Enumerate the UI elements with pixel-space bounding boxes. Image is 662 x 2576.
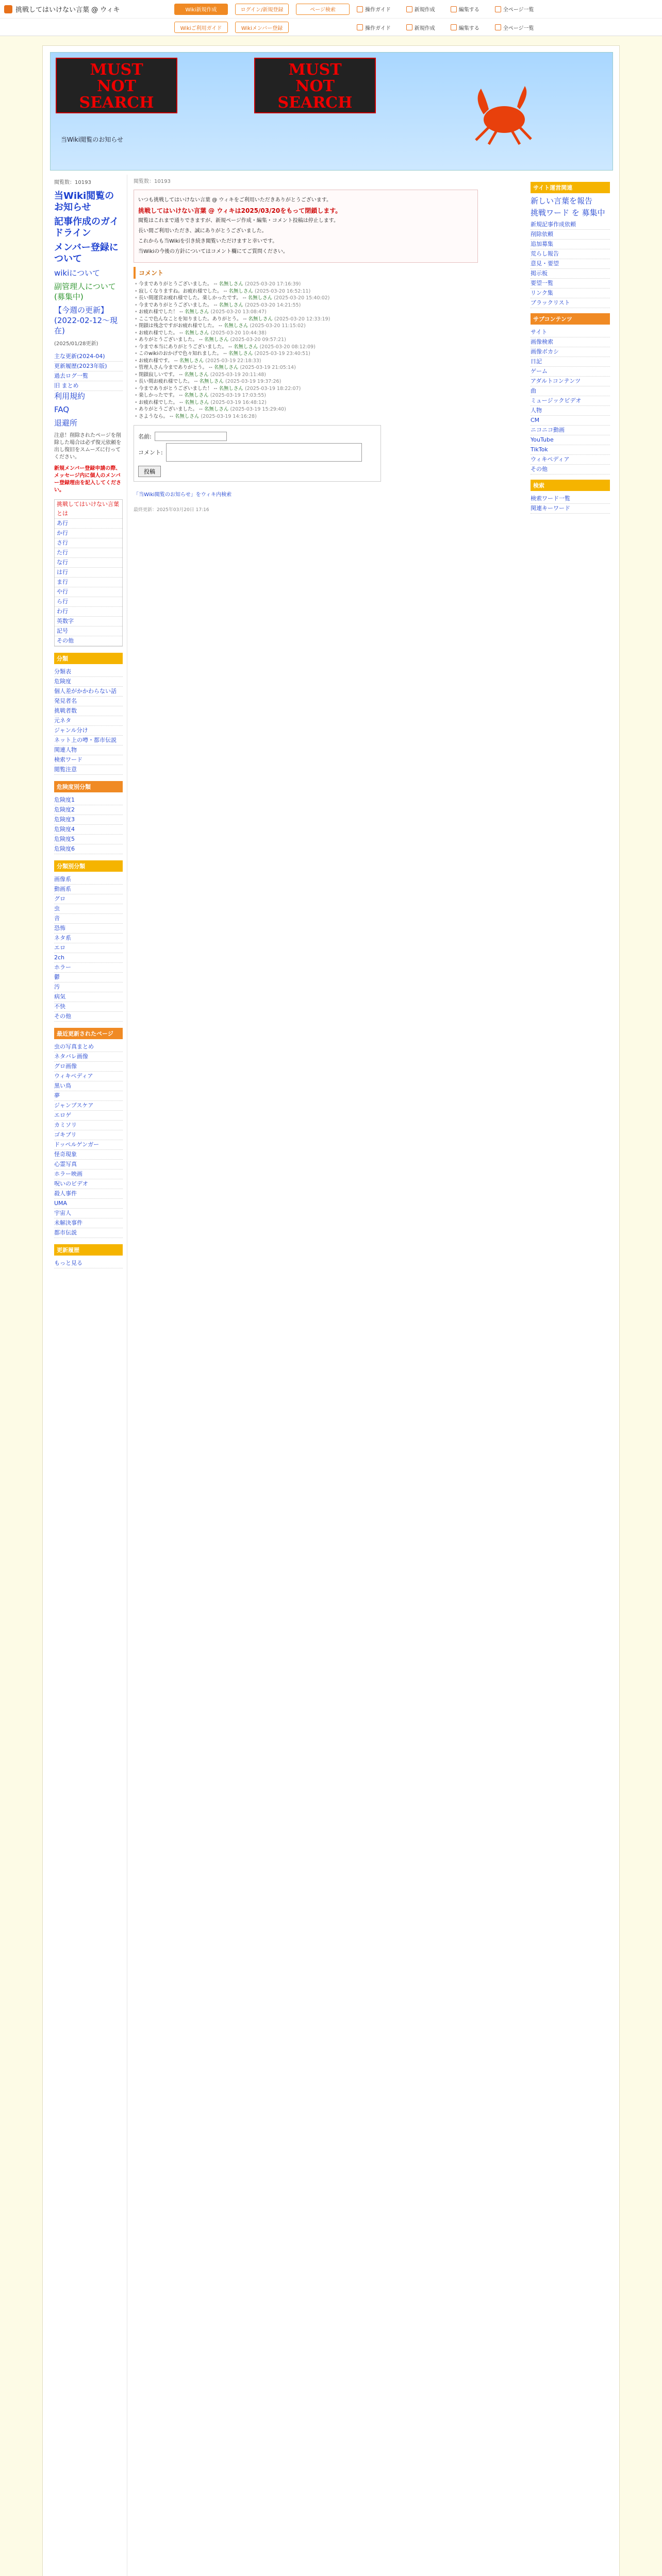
notice-p2: 長い間ご利用いただき、誠にありがとうございました。 [138,228,267,234]
comment-text: 今までありがとうございました！ [139,385,212,392]
comment-time: (2025-03-20 09:57:21) [230,337,286,343]
comment-time: (2025-03-20 11:15:02) [250,323,306,329]
sec2-item[interactable]: ネット上の噂・都市伝説 [54,736,123,745]
view-counter: 閲覧数：10193 [54,180,91,185]
comment-author: 名無しさん [184,399,209,405]
right-item[interactable]: 新規記事作成依頼 [531,220,610,230]
comment-author: 名無しさん [204,406,229,412]
comment-item: • 長い間お疲れ様でした。 -- 名無しさん (2025-03-19 19:37:26) [134,378,478,385]
recent-page[interactable]: 心霊写真 [54,1160,123,1170]
site-header [50,52,613,171]
comment-author: 名無しさん [204,337,229,343]
comment-text: 楽しかったです。 [139,393,178,398]
comment-author: 名無しさん [219,281,243,287]
comment-item: • 長い間運営お疲れ様でした。楽しかったです。 -- 名無しさん (2025-03-20 15:40:02) [134,295,478,302]
comment-text: 管理人さん今までありがとう。 [139,365,208,370]
comment-author: 名無しさん [174,413,200,419]
category-item[interactable]: 動画系 [54,885,123,894]
word-index-box [54,499,123,647]
recent-page[interactable]: 宇宙人 [54,1209,123,1218]
left-sec2-title: 分類 [54,653,123,664]
right-item[interactable]: ブラックリスト [531,298,610,308]
comment-author: 名無しさん [184,393,209,398]
recent-page[interactable]: 怪奇現象 [54,1150,123,1160]
index-ha[interactable]: は行 [55,568,122,578]
wiki-member-button[interactable]: Wikiメンバー登録 [235,22,289,33]
index-ta[interactable]: た行 [55,548,122,558]
tool-new[interactable]: 新規作成 [406,5,435,13]
comment-time: (2025-03-20 14:21:55) [244,302,301,308]
new-icon [406,6,412,12]
left-link-2[interactable]: 過去ログ一覧 [54,371,123,381]
comment-time: (2025-03-20 15:40:02) [274,295,330,301]
comment-item: • お疲れ様でした！ -- 名無しさん (2025-03-20 13:08:47) [134,309,478,316]
comment-text: ここで色んなことを知りました。ありがとう。 [139,316,242,322]
comment-item: • お疲れ様でした。 -- 名無しさん (2025-03-19 16:48:12) [134,399,478,406]
page-search-button[interactable]: ページ検索 [296,4,350,15]
header-subtitle: 当Wiki閲覧のお知らせ [61,136,123,143]
search-item[interactable]: 検索ワード一覧 [531,494,610,504]
index-symbol[interactable]: 記号 [55,626,122,636]
comment-item: • さようなら。 -- 名無しさん (2025-03-19 14:16:28) [134,413,478,420]
comment-text: 今までありがとうございました。 [139,281,212,287]
category-item[interactable]: グロ [54,894,123,904]
comment-list [134,281,478,420]
comment-time: (2025-03-19 19:37:26) [225,379,282,384]
sec2-item[interactable]: 検索ワード [54,755,123,765]
category-item[interactable]: 画像系 [54,875,123,885]
comment-item: • 管理人さん今までありがとう。 -- 名無しさん (2025-03-19 21:05:14) [134,364,478,371]
list-icon [495,24,501,30]
left-notice: 注意！削除されたページを削除した場合は必ず復元依頼を出し復旧をスムーズに行ってください。 [54,433,121,460]
update-date: (2025/01/28更新) [54,341,98,347]
comment-row [138,443,376,462]
comment-text: さようなら。 [139,413,169,419]
left-link-1[interactable]: 更新履歴(2023年版) [54,362,123,371]
name-label: 名前: [138,433,152,440]
sec2-item[interactable]: 挑戦者数 [54,706,123,716]
comment-item: • 寂しくなりますね。お疲れ様でした。 -- 名無しさん (2025-03-20 16:52:11) [134,288,478,295]
nav-guideline[interactable]: 記事作成のガイドライン [54,216,119,239]
comment-section-title: コメント [134,267,478,279]
comment-author: 名無しさん [179,358,204,364]
comment-time: (2025-03-19 22:18:33) [205,358,261,364]
sub-item[interactable]: 人物 [531,406,610,416]
logo-right[interactable]: MUST NOT SEARCH [254,58,376,113]
comment-author: 名無しさん [248,316,273,322]
logo-left[interactable]: MUST NOT SEARCH [56,58,177,113]
index-ma[interactable]: ま行 [55,578,122,587]
right-item[interactable]: 荒らし報告 [531,249,610,259]
comment-text: 今まで本当にありがとうございました。 [139,344,227,350]
wiki-create-button[interactable]: Wiki新規作成 [174,4,228,15]
comment-author: 名無しさん [199,379,224,384]
recent-page[interactable]: 都市伝説 [54,1228,123,1238]
comment-author: 名無しさん [184,309,209,315]
tool2-edit[interactable]: 編集する [451,24,479,31]
index-ka[interactable]: か行 [55,529,122,538]
left-link-terms[interactable]: 利用規約 [54,392,86,401]
search-item[interactable]: 関連キーワード [531,504,610,514]
sub-item[interactable]: ニコニコ動画 [531,426,610,435]
notice-box [134,190,478,263]
comment-item: • 楽しかったです。 -- 名無しさん (2025-03-19 17:03:55) [134,392,478,399]
sub-item[interactable]: ゲーム [531,367,610,377]
comment-time: (2025-03-19 15:29:40) [230,406,286,412]
index-a[interactable]: あ行 [55,519,122,529]
notice-p3: これからも当Wikiを引き続き閲覧いただけますと幸いです。 [138,239,278,244]
recent-page[interactable]: ドッペルゲンガー [54,1140,123,1150]
index-na[interactable]: な行 [55,558,122,568]
sub-item[interactable]: アダルトコンテンツ [531,377,610,386]
history-more-link[interactable]: もっと見る [54,1259,123,1268]
right-item[interactable]: 掲示板 [531,269,610,279]
category-item[interactable]: 2ch [54,953,123,963]
comment-text: 長い間運営お疲れ様でした。楽しかったです。 [139,295,241,301]
recent-page[interactable]: ネタバレ画像 [54,1052,123,1062]
recent-page[interactable]: エロゲ [54,1111,123,1121]
comment-item: • 今までありがとうございました。 -- 名無しさん (2025-03-20 17:16:39) [134,281,478,288]
page-frame [42,45,620,2576]
tool-list[interactable]: 全ページ一覧 [495,5,534,13]
sec2-item[interactable]: 元ネタ [54,716,123,726]
sec2-item[interactable]: ジャンル分け [54,726,123,736]
comment-item: • ここで色んなことを知りました。ありがとう。 -- 名無しさん (2025-03-20 12:33:19) [134,316,478,323]
nav-sub-admin[interactable]: 副管理人について(募集中) [54,282,116,301]
guide-icon [357,6,363,12]
tool2-guide[interactable]: 操作ガイド [357,24,391,31]
sub-item[interactable]: ウィキペディア [531,455,610,465]
comment-item: • 今までありがとうございました。 -- 名無しさん (2025-03-20 14:21:55) [134,302,478,309]
comment-item: • 閉鎖は残念ですがお疲れ様でした。 -- 名無しさん (2025-03-20 11:15:02) [134,323,478,330]
new-icon [406,24,412,30]
sub-item[interactable]: 曲 [531,386,610,396]
notice-title: 挑戦してはいけない言葉 @ ウィキは2025/03/20をもって閉鎖します。 [138,207,342,214]
comment-author: 名無しさん [219,302,243,308]
breadcrumb: 閲覧数：10193 [134,179,171,184]
site-title-link[interactable] [4,4,174,14]
tool-guide[interactable]: 操作ガイド [357,5,391,13]
category-item[interactable]: 恐怖 [54,924,123,934]
right-sec3-title: 検索 [531,480,610,491]
index-ra[interactable]: ら行 [55,597,122,607]
list-icon [495,6,501,12]
toolbar-row-1 [0,0,662,18]
tool2-new[interactable]: 新規作成 [406,24,435,31]
comment-item: • ありがとうございました。 -- 名無しさん (2025-03-19 15:29:40) [134,406,478,413]
category-item[interactable]: 鬱 [54,973,123,982]
comment-time: (2025-03-19 20:11:48) [210,371,267,378]
sub-item[interactable]: YouTube [531,435,610,445]
comment-time: (2025-03-19 23:40:51) [254,351,310,357]
wiki-search-link[interactable]: 「当Wiki閲覧のお知らせ」をウィキ内検索 [134,492,232,498]
crab-icon [468,83,535,145]
edit-icon [451,6,457,12]
recent-page[interactable]: 夢 [54,1091,123,1101]
comment-time: (2025-03-19 18:22:07) [244,385,301,392]
left-sec6-title: 更新履歴 [54,1244,123,1256]
main-content [130,175,481,2576]
site-icon [4,5,12,13]
danger-level[interactable]: 危険度2 [54,805,123,815]
right-sec2-title: サブコンテンツ [531,313,610,325]
comment-time: (2025-03-19 17:03:55) [210,393,267,398]
comment-text: 閉鎖寂しいです。 [139,371,178,378]
notice-line-1: いつも挑戦してはいけない言葉 @ ウィキをご利用いただきありがとうございます。 [138,197,332,203]
right-item[interactable]: 削除依頼 [531,230,610,240]
comment-text: 長い間お疲れ様でした。 [139,379,193,384]
tool-edit[interactable]: 編集する [451,5,479,13]
comment-item: • お疲れ様です。 -- 名無しさん (2025-03-19 22:18:33) [134,358,478,365]
comment-time: (2025-03-19 14:16:28) [201,413,257,419]
index-ya[interactable]: や行 [55,587,122,597]
left-link-3[interactable]: 旧 まとめ [54,381,123,391]
category-item[interactable]: 不快 [54,1002,123,1012]
comment-time: (2025-03-19 21:05:14) [240,365,296,370]
comment-item: • お疲れ様でした。 -- 名無しさん (2025-03-20 10:44:38) [134,330,478,337]
sub-item[interactable]: CM [531,416,610,426]
right-item[interactable]: 意見・要望 [531,259,610,269]
sub-item[interactable]: その他 [531,465,610,474]
nav-notice[interactable]: 当Wiki閲覧のお知らせ [54,191,114,213]
notice-p4: 当Wikiの今後の方針についてはコメント欄にてご質問ください。 [138,249,288,255]
comment-time: (2025-03-20 08:12:09) [259,344,316,350]
recent-page[interactable]: ウィキペディア [54,1072,123,1081]
comment-time: (2025-03-19 16:48:12) [210,399,267,405]
toolbar-row-2 [0,18,662,36]
word-index-title[interactable]: 挑戦してはいけない言葉とは [55,500,122,519]
category-item[interactable]: エロ [54,943,123,953]
comment-text: 今までありがとうございました。 [139,302,212,308]
index-sa[interactable]: さ行 [55,538,122,548]
left-alert: 新規メンバー登録申請の際、メッセージ内に個人のメンバー登録理由を記入してください。 [54,466,121,493]
comment-author: 名無しさん [228,288,253,294]
category-item[interactable]: 汚 [54,982,123,992]
recent-page[interactable]: 殺人事件 [54,1189,123,1199]
right-item[interactable]: 追加募集 [531,240,610,249]
sub-item[interactable]: 画像ボカシ [531,347,610,357]
comment-author: 名無しさん [184,330,209,336]
word-recruit-link[interactable]: 挑戦ワード を 募集中 [531,208,605,217]
sec2-item[interactable]: 関連人物 [54,745,123,755]
category-item[interactable]: ネタ系 [54,934,123,943]
category-item[interactable]: ホラー [54,963,123,973]
left-sec3-title: 危険度別分類 [54,781,123,792]
comment-author: 名無しさん [233,344,258,350]
recent-page[interactable]: 黒い鳥 [54,1081,123,1091]
nav-weekly-update[interactable]: 【今週の更新】(2022-02-12～現在) [54,306,118,335]
category-item[interactable]: その他 [54,1012,123,1022]
left-sec4-title: 分類別分類 [54,860,123,872]
right-sec1-title: サイト運営関連 [531,182,610,193]
recent-page[interactable]: ゴキブリ [54,1130,123,1140]
comment-text: お疲れ様でした。 [139,330,178,336]
sec2-item[interactable]: 個人差がかかわらない話 [54,687,123,697]
comment-text: お疲れ様です。 [139,358,173,364]
sec2-item[interactable]: 危険度 [54,677,123,687]
index-alnum[interactable]: 英数字 [55,617,122,626]
comment-time: (2025-03-20 16:52:11) [254,288,311,294]
name-input[interactable] [155,432,227,441]
nav-about[interactable]: wikiについて [54,268,100,278]
comment-time: (2025-03-20 12:33:19) [274,316,330,322]
comment-author: 名無しさん [184,371,209,378]
recent-page[interactable]: カミソリ [54,1121,123,1130]
notice-p1: 閲覧はこれまで通りできますが、新規ページ作成・編集・コメント投稿は停止します。 [138,218,339,224]
comment-time: (2025-03-20 13:08:47) [210,309,267,315]
comment-author: 名無しさん [247,295,273,301]
comment-item: • このwikiのおかげで色々知れました。 -- 名無しさん (2025-03-19 23:40:51) [134,350,478,358]
tool2-list[interactable]: 全ページ一覧 [495,24,534,31]
wiki-guide-button[interactable]: Wikiご利用ガイド [174,22,228,33]
guide-icon [357,24,363,30]
top-toolbar [0,0,662,36]
left-sec5-title: 最近更新されたページ [54,1028,123,1039]
index-wa[interactable]: わ行 [55,607,122,617]
recent-page[interactable]: ジャンプスケア [54,1101,123,1111]
danger-level[interactable]: 危険度1 [54,795,123,805]
comment-label: コメント: [138,449,163,456]
comment-item: • 今まで本当にありがとうございました。 -- 名無しさん (2025-03-20 08:12:09) [134,344,478,351]
right-sidebar [527,175,613,2576]
recent-page[interactable]: ホラー映画 [54,1170,123,1179]
category-item[interactable]: 音 [54,914,123,924]
comment-form [134,425,381,482]
category-item[interactable]: 病気 [54,992,123,1002]
comment-text: お疲れ様でした！ [139,309,178,315]
sec2-item[interactable]: 発見者名 [54,697,123,706]
comment-text: お疲れ様でした。 [139,399,178,405]
sec2-item[interactable]: 分類表 [54,667,123,677]
left-link-faq[interactable]: FAQ [54,405,70,414]
danger-level[interactable]: 危険度3 [54,815,123,825]
category-item[interactable]: 虫 [54,904,123,914]
last-modified: 最終更新：2025年03月20日 17:16 [134,507,209,513]
right-item[interactable]: 要望一覧 [531,279,610,289]
comment-text: 閉鎖は残念ですがお疲れ様でした。 [139,323,218,329]
comment-author: 名無しさん [219,385,243,392]
login-button[interactable]: ログイン/新規登録 [235,4,289,15]
sub-item[interactable]: TikTok [531,445,610,455]
danger-level[interactable]: 危険度4 [54,825,123,835]
submit-button[interactable]: 投稿 [138,466,161,477]
comment-item: • 閉鎖寂しいです。 -- 名無しさん (2025-03-19 20:11:48) [134,371,478,379]
comment-text: このwikiのおかげで色々知れました。 [139,351,222,357]
name-row [138,432,376,441]
edit-icon [451,24,457,30]
comment-text: ありがとうございました。 [139,406,198,412]
comment-author: 名無しさん [213,365,239,370]
sub-item[interactable]: サイト [531,328,610,337]
recent-page[interactable]: グロ画像 [54,1062,123,1072]
right-item[interactable]: リンク集 [531,289,610,298]
danger-level[interactable]: 危険度5 [54,835,123,844]
comment-author: 名無しさん [223,323,249,329]
recent-page[interactable]: 未解決事件 [54,1218,123,1228]
site-title: 挑戦してはいけない言葉 @ ウィキ [15,6,120,14]
comment-item: • 今までありがとうございました！ -- 名無しさん (2025-03-19 18:22:07) [134,385,478,393]
report-new-word-link[interactable]: 新しい言葉を報告 [531,196,593,206]
comment-time: (2025-03-20 17:16:39) [244,281,301,287]
sub-item[interactable]: ミュージックビデオ [531,396,610,406]
recent-page[interactable]: UMA [54,1199,123,1209]
sub-item[interactable]: 日記 [531,357,610,367]
recent-page[interactable]: 虫の写真まとめ [54,1042,123,1052]
sec2-item[interactable]: 閲覧注意 [54,765,123,775]
left-link-0[interactable]: 主な更新(2024-04) [54,352,123,362]
nav-member[interactable]: メンバー登録について [54,242,119,264]
comment-item: • ありがとうございました。 -- 名無しさん (2025-03-20 09:57:21) [134,336,478,344]
comment-text: 寂しくなりますね。お疲れ様でした。 [139,288,222,294]
recent-page[interactable]: 呪いのビデオ [54,1179,123,1189]
left-link-shelter[interactable]: 退避所 [54,418,78,428]
comment-author: 名無しさん [228,351,253,357]
comment-input[interactable] [166,443,362,462]
index-other[interactable]: その他 [55,636,122,646]
danger-level[interactable]: 危険度6 [54,844,123,854]
left-sidebar [50,175,127,2576]
comment-text: ありがとうございました。 [139,337,198,343]
comment-time: (2025-03-20 10:44:38) [210,330,267,336]
sub-item[interactable]: 画像検索 [531,337,610,347]
